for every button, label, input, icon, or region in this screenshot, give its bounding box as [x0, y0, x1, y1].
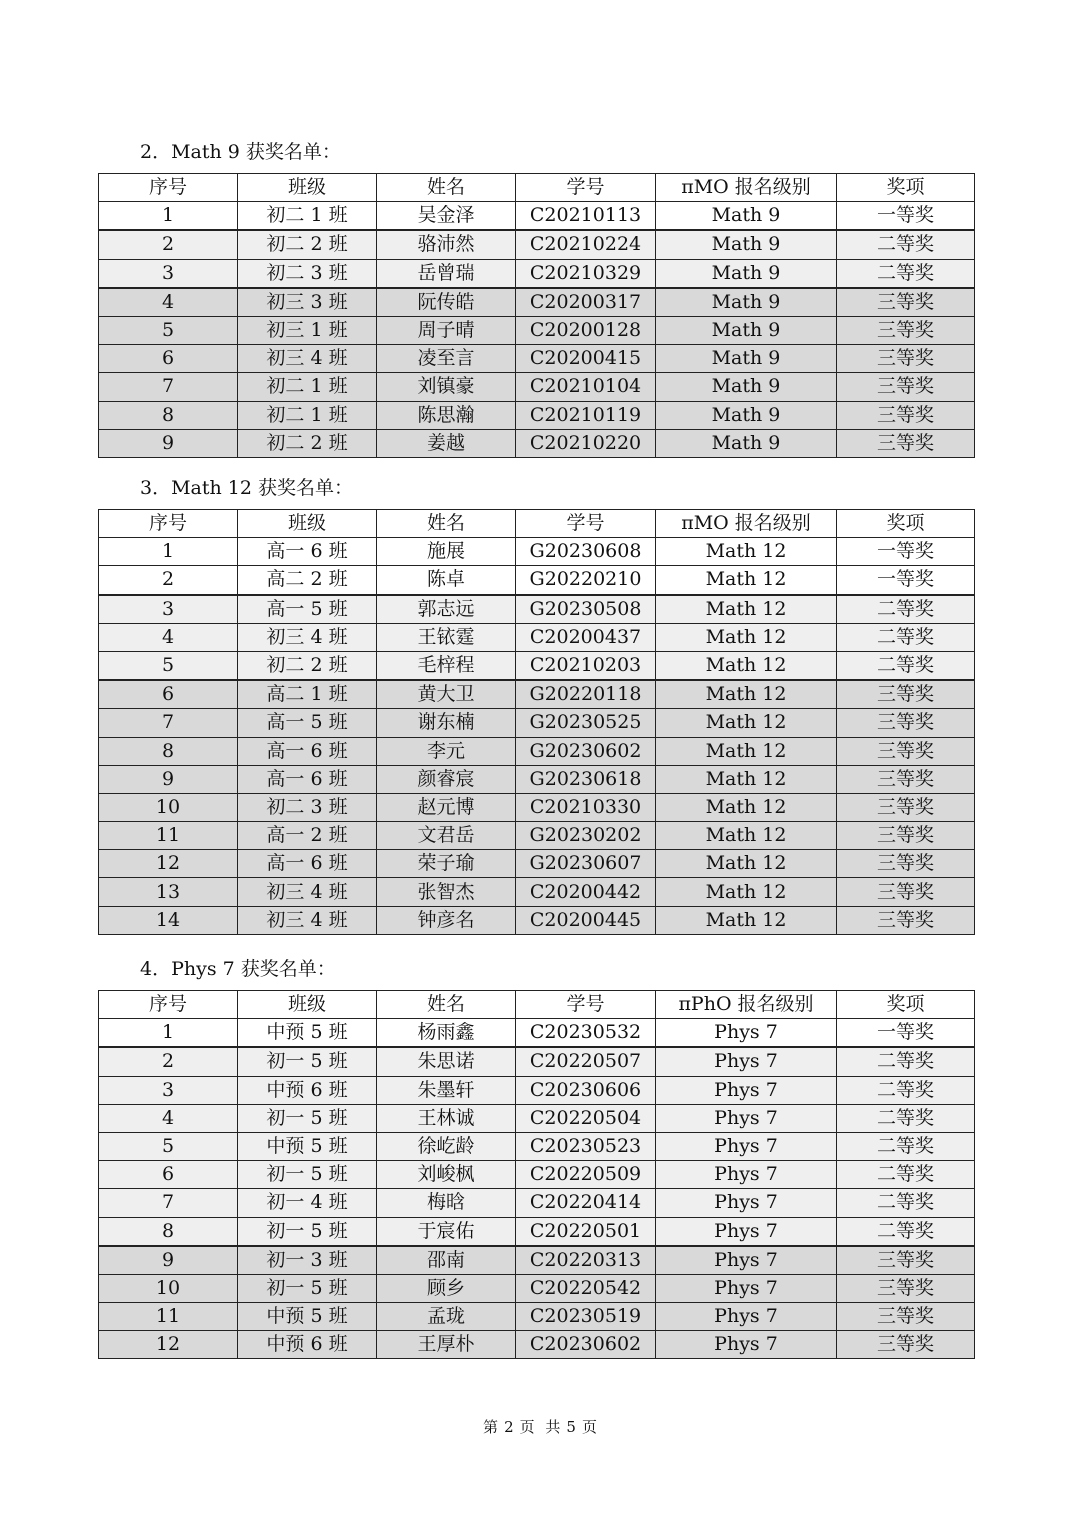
footer-prefix: 第 [483, 1418, 499, 1436]
col-award: 三等奖 [837, 1331, 975, 1359]
awards-table-math9 [98, 173, 975, 458]
col-class: 高一 2 班 [238, 822, 377, 850]
col-index: 5 [99, 1132, 238, 1160]
table-header-row [99, 510, 975, 538]
col-level: Math 12 [656, 765, 837, 793]
col-class: 中预 5 班 [238, 1019, 377, 1048]
col-class: 初三 4 班 [238, 906, 377, 934]
col-index: 8 [99, 1217, 238, 1246]
section-title: 4．Phys 7 获奖名单： [140, 958, 336, 980]
col-level: Math 12 [656, 651, 837, 680]
col-level: Math 9 [656, 345, 837, 373]
col-award: 三等奖 [837, 373, 975, 401]
header-col-level: πMO 报名级别 [656, 174, 837, 202]
col-index: 9 [99, 429, 238, 457]
col-class: 高一 6 班 [238, 850, 377, 878]
col-award: 二等奖 [837, 1132, 975, 1160]
col-class: 初三 4 班 [238, 623, 377, 651]
col-student-id: C20220507 [516, 1047, 656, 1076]
col-index: 12 [99, 1331, 238, 1359]
col-level: Math 12 [656, 680, 837, 709]
col-student-id: C20210119 [516, 401, 656, 429]
col-award: 三等奖 [837, 288, 975, 317]
col-name: 王厚朴 [377, 1331, 516, 1359]
col-class: 初三 4 班 [238, 878, 377, 906]
col-name: 张智杰 [377, 878, 516, 906]
col-award: 二等奖 [837, 1104, 975, 1132]
col-award: 三等奖 [837, 401, 975, 429]
col-class: 中预 5 班 [238, 1132, 377, 1160]
col-index: 13 [99, 878, 238, 906]
col-name: 于宸佑 [377, 1217, 516, 1246]
col-class: 初二 2 班 [238, 429, 377, 457]
awards-table-phys7 [98, 990, 975, 1359]
col-name: 凌至言 [377, 345, 516, 373]
col-index: 11 [99, 1303, 238, 1331]
table-row [99, 793, 975, 821]
col-class: 初二 2 班 [238, 230, 377, 259]
col-class: 初三 3 班 [238, 288, 377, 317]
page-footer [0, 1416, 1080, 1437]
col-index: 8 [99, 401, 238, 429]
table-row [99, 1189, 975, 1217]
col-award: 三等奖 [837, 822, 975, 850]
col-award: 三等奖 [837, 345, 975, 373]
col-name: 朱思诺 [377, 1047, 516, 1076]
col-award: 二等奖 [837, 1189, 975, 1217]
header-col-award: 奖项 [837, 174, 975, 202]
col-name: 刘镇豪 [377, 373, 516, 401]
col-name: 朱墨轩 [377, 1076, 516, 1104]
col-name: 文君岳 [377, 822, 516, 850]
col-student-id: C20210113 [516, 202, 656, 231]
table-row [99, 1047, 975, 1076]
table-row [99, 1019, 975, 1048]
col-class: 初一 5 班 [238, 1104, 377, 1132]
col-award: 一等奖 [837, 1019, 975, 1048]
col-award: 三等奖 [837, 709, 975, 737]
footer-mid: 页 共 [519, 1418, 561, 1436]
col-name: 陈卓 [377, 566, 516, 595]
col-level: Phys 7 [656, 1331, 837, 1359]
col-class: 初二 1 班 [238, 373, 377, 401]
col-class: 初二 3 班 [238, 259, 377, 288]
col-level: Math 12 [656, 566, 837, 595]
col-index: 9 [99, 765, 238, 793]
col-name: 王铱霆 [377, 623, 516, 651]
col-index: 2 [99, 1047, 238, 1076]
col-class: 高二 2 班 [238, 566, 377, 595]
col-name: 顾乡 [377, 1274, 516, 1302]
col-award: 二等奖 [837, 623, 975, 651]
col-award: 一等奖 [837, 202, 975, 231]
header-col-name: 姓名 [377, 991, 516, 1019]
col-level: Math 12 [656, 595, 837, 624]
col-award: 三等奖 [837, 1303, 975, 1331]
table-row [99, 345, 975, 373]
col-class: 高一 5 班 [238, 709, 377, 737]
col-level: Math 12 [656, 906, 837, 934]
header-col-student-id: 学号 [516, 510, 656, 538]
col-name: 谢东楠 [377, 709, 516, 737]
col-award: 二等奖 [837, 1161, 975, 1189]
col-name: 钟彦名 [377, 906, 516, 934]
col-student-id: G20220118 [516, 680, 656, 709]
table-header-row [99, 991, 975, 1019]
col-student-id: C20210203 [516, 651, 656, 680]
col-student-id: C20220313 [516, 1246, 656, 1275]
header-col-level: πMO 报名级别 [656, 510, 837, 538]
col-award: 二等奖 [837, 230, 975, 259]
col-student-id: C20230519 [516, 1303, 656, 1331]
col-index: 10 [99, 793, 238, 821]
table-row [99, 850, 975, 878]
col-student-id: C20230532 [516, 1019, 656, 1048]
col-level: Math 9 [656, 288, 837, 317]
col-level: Math 12 [656, 623, 837, 651]
table-row [99, 429, 975, 457]
table-row [99, 595, 975, 624]
col-name: 刘峻枫 [377, 1161, 516, 1189]
col-index: 1 [99, 1019, 238, 1048]
col-student-id: C20230606 [516, 1076, 656, 1104]
col-class: 初一 5 班 [238, 1047, 377, 1076]
col-student-id: C20210330 [516, 793, 656, 821]
col-student-id: C20220509 [516, 1161, 656, 1189]
header-col-student-id: 学号 [516, 174, 656, 202]
table-row [99, 202, 975, 231]
header-col-name: 姓名 [377, 510, 516, 538]
footer-suffix: 页 [581, 1418, 597, 1436]
col-award: 一等奖 [837, 566, 975, 595]
col-level: Phys 7 [656, 1303, 837, 1331]
col-student-id: C20220504 [516, 1104, 656, 1132]
col-class: 初一 5 班 [238, 1217, 377, 1246]
section-title: 3．Math 12 获奖名单： [140, 477, 353, 499]
col-award: 三等奖 [837, 878, 975, 906]
col-name: 阮传皓 [377, 288, 516, 317]
table-row [99, 1161, 975, 1189]
col-index: 4 [99, 288, 238, 317]
table-row [99, 373, 975, 401]
col-award: 二等奖 [837, 595, 975, 624]
col-student-id: C20220542 [516, 1274, 656, 1302]
col-class: 高一 6 班 [238, 538, 377, 566]
table-row [99, 1303, 975, 1331]
col-award: 三等奖 [837, 737, 975, 765]
header-col-index: 序号 [99, 174, 238, 202]
col-level: Math 12 [656, 709, 837, 737]
col-index: 6 [99, 345, 238, 373]
table-row [99, 288, 975, 317]
table-row [99, 316, 975, 344]
col-award: 三等奖 [837, 906, 975, 934]
table-row [99, 259, 975, 288]
col-student-id: C20230523 [516, 1132, 656, 1160]
header-col-award: 奖项 [837, 991, 975, 1019]
col-name: 姜越 [377, 429, 516, 457]
footer-current-page: 2 [504, 1418, 514, 1436]
col-index: 5 [99, 316, 238, 344]
col-index: 7 [99, 1189, 238, 1217]
col-index: 4 [99, 1104, 238, 1132]
col-student-id: G20230602 [516, 737, 656, 765]
header-col-class: 班级 [238, 510, 377, 538]
col-student-id: G20230608 [516, 538, 656, 566]
col-student-id: C20230602 [516, 1331, 656, 1359]
col-class: 中预 6 班 [238, 1331, 377, 1359]
col-level: Phys 7 [656, 1217, 837, 1246]
col-level: Math 12 [656, 793, 837, 821]
col-level: Math 9 [656, 401, 837, 429]
col-class: 初一 3 班 [238, 1246, 377, 1275]
header-col-name: 姓名 [377, 174, 516, 202]
table-row [99, 1331, 975, 1359]
col-level: Math 12 [656, 538, 837, 566]
col-award: 二等奖 [837, 1076, 975, 1104]
col-class: 中预 5 班 [238, 1303, 377, 1331]
col-student-id: G20230525 [516, 709, 656, 737]
col-award: 三等奖 [837, 680, 975, 709]
col-student-id: C20200445 [516, 906, 656, 934]
col-level: Math 12 [656, 850, 837, 878]
col-index: 2 [99, 566, 238, 595]
col-student-id: G20230508 [516, 595, 656, 624]
table-row [99, 623, 975, 651]
col-student-id: C20210104 [516, 373, 656, 401]
header-col-student-id: 学号 [516, 991, 656, 1019]
col-award: 二等奖 [837, 1047, 975, 1076]
table-row [99, 1076, 975, 1104]
table-row [99, 765, 975, 793]
col-level: Math 9 [656, 373, 837, 401]
col-class: 高一 6 班 [238, 765, 377, 793]
table-row [99, 401, 975, 429]
col-index: 1 [99, 202, 238, 231]
col-student-id: C20200437 [516, 623, 656, 651]
table-row [99, 680, 975, 709]
col-index: 4 [99, 623, 238, 651]
col-index: 2 [99, 230, 238, 259]
col-level: Phys 7 [656, 1189, 837, 1217]
col-name: 李元 [377, 737, 516, 765]
col-student-id: C20200128 [516, 316, 656, 344]
col-index: 3 [99, 595, 238, 624]
col-name: 毛梓程 [377, 651, 516, 680]
table-row [99, 1217, 975, 1246]
col-level: Phys 7 [656, 1104, 837, 1132]
col-name: 吴金泽 [377, 202, 516, 231]
col-level: Math 12 [656, 822, 837, 850]
col-class: 初二 1 班 [238, 202, 377, 231]
col-award: 三等奖 [837, 316, 975, 344]
table-row [99, 1246, 975, 1275]
col-name: 邵南 [377, 1246, 516, 1275]
col-student-id: G20220210 [516, 566, 656, 595]
col-student-id: C20200317 [516, 288, 656, 317]
col-level: Math 9 [656, 259, 837, 288]
col-name: 陈思瀚 [377, 401, 516, 429]
col-class: 初一 5 班 [238, 1274, 377, 1302]
col-student-id: G20230607 [516, 850, 656, 878]
header-col-class: 班级 [238, 991, 377, 1019]
col-name: 孟珑 [377, 1303, 516, 1331]
header-col-index: 序号 [99, 991, 238, 1019]
col-class: 高一 6 班 [238, 737, 377, 765]
col-index: 1 [99, 538, 238, 566]
col-index: 7 [99, 373, 238, 401]
table-row [99, 651, 975, 680]
table-row [99, 737, 975, 765]
table-row [99, 906, 975, 934]
col-name: 杨雨鑫 [377, 1019, 516, 1048]
table-header-row [99, 174, 975, 202]
col-name: 王林诚 [377, 1104, 516, 1132]
col-class: 中预 6 班 [238, 1076, 377, 1104]
col-student-id: C20200442 [516, 878, 656, 906]
col-level: Phys 7 [656, 1047, 837, 1076]
col-name: 荣子瑜 [377, 850, 516, 878]
col-award: 一等奖 [837, 538, 975, 566]
col-index: 14 [99, 906, 238, 934]
col-level: Math 9 [656, 202, 837, 231]
col-name: 郭志远 [377, 595, 516, 624]
table-row [99, 538, 975, 566]
col-name: 徐屹龄 [377, 1132, 516, 1160]
col-class: 初一 4 班 [238, 1189, 377, 1217]
col-class: 初一 5 班 [238, 1161, 377, 1189]
col-index: 3 [99, 1076, 238, 1104]
col-student-id: C20220501 [516, 1217, 656, 1246]
col-name: 赵元博 [377, 793, 516, 821]
table-row [99, 709, 975, 737]
table-row [99, 1104, 975, 1132]
awards-table-math12 [98, 509, 975, 935]
col-class: 初二 3 班 [238, 793, 377, 821]
col-student-id: C20210224 [516, 230, 656, 259]
col-award: 三等奖 [837, 765, 975, 793]
col-class: 初二 1 班 [238, 401, 377, 429]
col-award: 二等奖 [837, 259, 975, 288]
col-class: 初三 4 班 [238, 345, 377, 373]
col-index: 7 [99, 709, 238, 737]
col-class: 高一 5 班 [238, 595, 377, 624]
footer-total-pages: 5 [566, 1418, 576, 1436]
col-index: 11 [99, 822, 238, 850]
col-class: 初三 1 班 [238, 316, 377, 344]
col-student-id: C20210329 [516, 259, 656, 288]
col-index: 3 [99, 259, 238, 288]
col-level: Phys 7 [656, 1246, 837, 1275]
col-name: 周子晴 [377, 316, 516, 344]
col-name: 岳曾瑞 [377, 259, 516, 288]
header-col-level: πPhO 报名级别 [656, 991, 837, 1019]
col-index: 10 [99, 1274, 238, 1302]
col-index: 9 [99, 1246, 238, 1275]
col-student-id: G20230618 [516, 765, 656, 793]
col-name: 骆沛然 [377, 230, 516, 259]
table-row [99, 1274, 975, 1302]
col-level: Phys 7 [656, 1132, 837, 1160]
col-level: Math 9 [656, 316, 837, 344]
col-student-id: C20220414 [516, 1189, 656, 1217]
col-name: 颜睿宸 [377, 765, 516, 793]
table-row [99, 230, 975, 259]
col-level: Math 12 [656, 878, 837, 906]
col-award: 三等奖 [837, 429, 975, 457]
table-row [99, 566, 975, 595]
col-award: 二等奖 [837, 1217, 975, 1246]
table-row [99, 822, 975, 850]
col-award: 三等奖 [837, 850, 975, 878]
col-class: 初二 2 班 [238, 651, 377, 680]
col-level: Math 12 [656, 737, 837, 765]
col-award: 三等奖 [837, 793, 975, 821]
table-row [99, 1132, 975, 1160]
col-index: 6 [99, 680, 238, 709]
col-level: Math 9 [656, 429, 837, 457]
section-title: 2．Math 9 获奖名单： [140, 141, 341, 163]
col-index: 5 [99, 651, 238, 680]
col-index: 6 [99, 1161, 238, 1189]
header-col-class: 班级 [238, 174, 377, 202]
col-level: Phys 7 [656, 1161, 837, 1189]
col-award: 三等奖 [837, 1274, 975, 1302]
col-student-id: C20210220 [516, 429, 656, 457]
header-col-index: 序号 [99, 510, 238, 538]
col-name: 黄大卫 [377, 680, 516, 709]
col-class: 高二 1 班 [238, 680, 377, 709]
col-name: 施展 [377, 538, 516, 566]
col-name: 梅晗 [377, 1189, 516, 1217]
col-level: Math 9 [656, 230, 837, 259]
col-level: Phys 7 [656, 1076, 837, 1104]
col-level: Phys 7 [656, 1019, 837, 1048]
col-award: 二等奖 [837, 651, 975, 680]
col-index: 8 [99, 737, 238, 765]
col-student-id: C20200415 [516, 345, 656, 373]
col-index: 12 [99, 850, 238, 878]
col-level: Phys 7 [656, 1274, 837, 1302]
header-col-award: 奖项 [837, 510, 975, 538]
col-student-id: G20230202 [516, 822, 656, 850]
col-award: 三等奖 [837, 1246, 975, 1275]
table-row [99, 878, 975, 906]
